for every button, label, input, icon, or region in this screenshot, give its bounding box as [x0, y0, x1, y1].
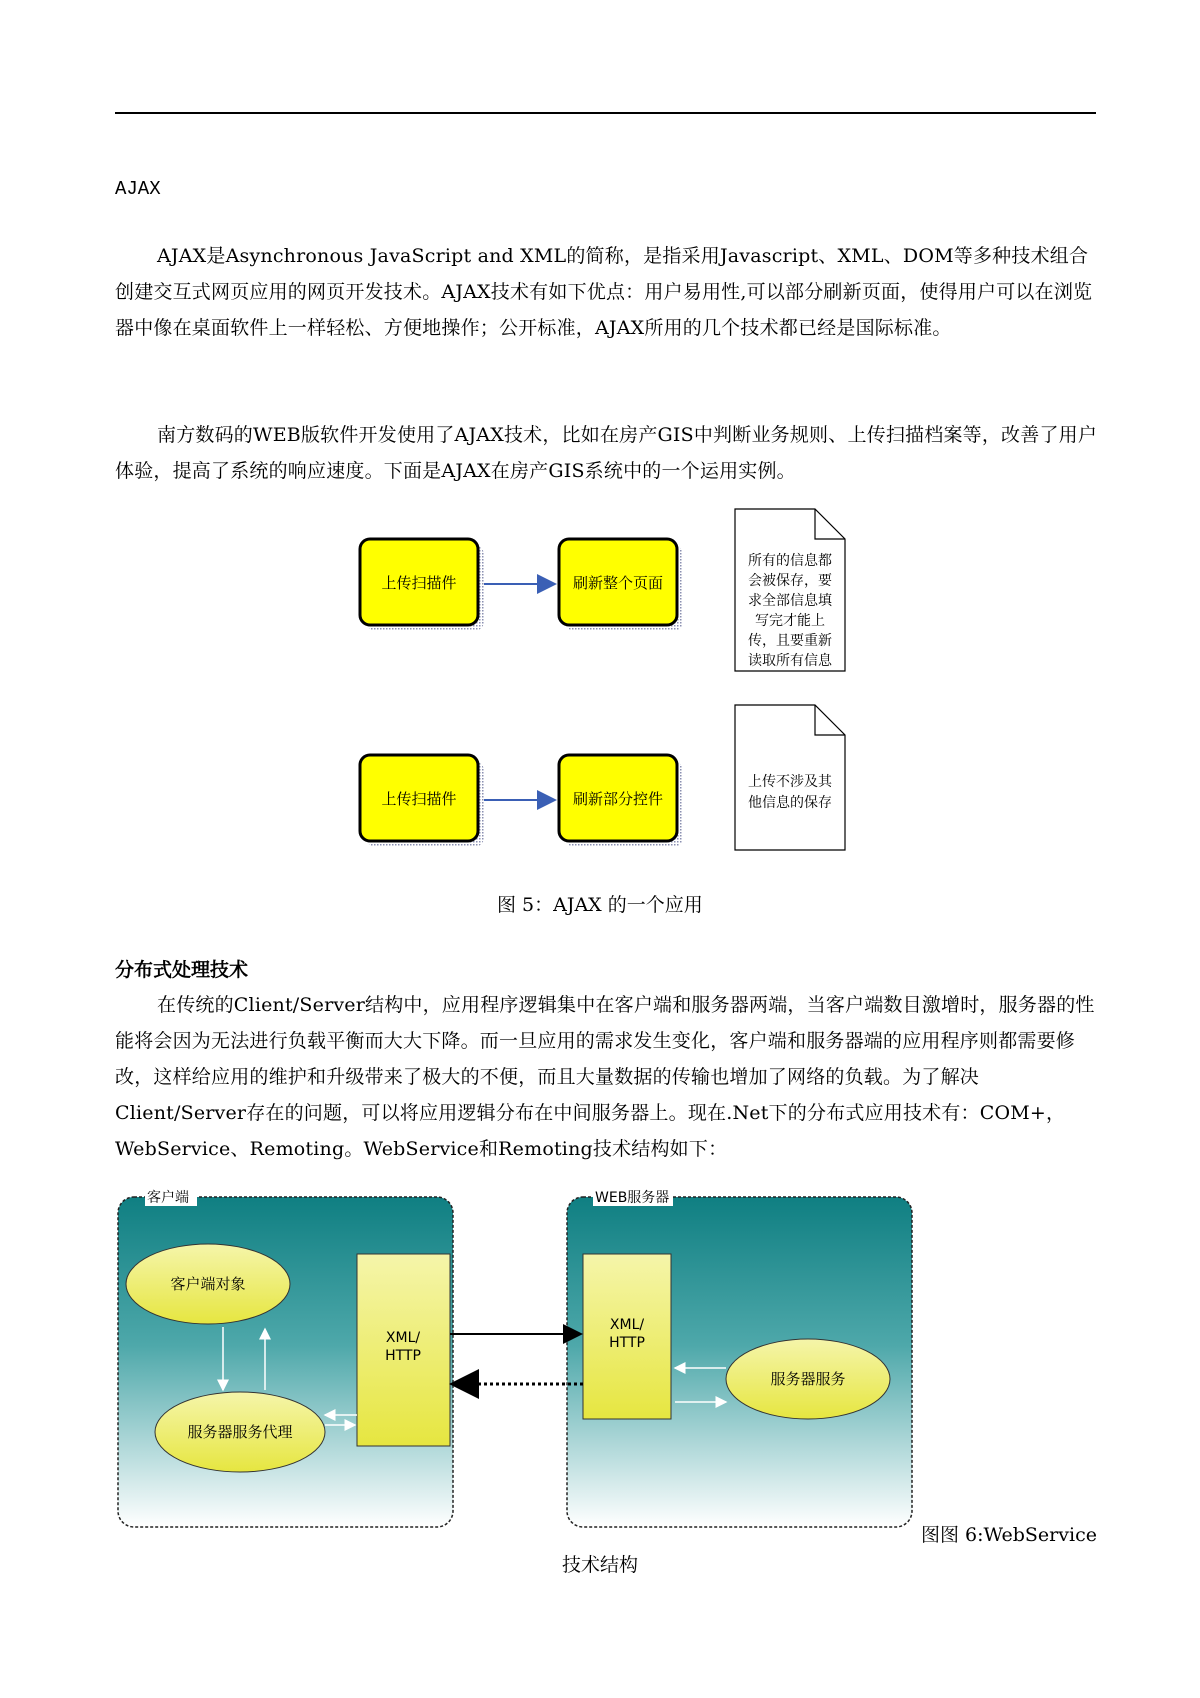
http-label: HTTP — [609, 1335, 645, 1351]
web-server-label: WEB服务器 — [595, 1190, 670, 1206]
figure-6-caption-line-2: 技术结构 — [562, 1554, 639, 1576]
section-heading-ajax: AJAX — [115, 178, 161, 200]
box-label: 上传扫描件 — [381, 790, 457, 808]
http-label: HTTP — [385, 1348, 421, 1364]
figure-5-diagram — [350, 505, 860, 855]
client-object-label: 客户端对象 — [170, 1275, 246, 1293]
section-heading-distributed: 分布式处理技术 — [115, 959, 249, 981]
note-line: 会被保存，要 — [748, 573, 832, 589]
note-line: 他信息的保存 — [748, 795, 832, 811]
box-label: 上传扫描件 — [381, 574, 457, 592]
note-line: 传，且要重新 — [748, 633, 832, 649]
note-line: 所有的信息都 — [748, 553, 832, 569]
ajax-paragraph-1 — [115, 238, 1100, 346]
server-service-label: 服务器服务 — [770, 1370, 846, 1388]
client-panel — [118, 1186, 453, 1527]
flow-row-1 — [360, 509, 845, 671]
xml-label: XML/ — [385, 1330, 421, 1346]
paragraph-text: AJAX是Asynchronous JavaScript and XML的简称，是指采用Javascript、XML、DOM等多种技术组合创建交互式网页应用的网页开发技术。AJAX技术有如下优点：用户易用性,可以部分刷新页面，使得用户可以在浏览器中像在桌面软件上一样轻松、方便地操作；公开标准，AJAX所用的几个技术都已经是国际标准。 — [115, 245, 1093, 339]
note-line: 读取所有信息 — [748, 653, 832, 669]
note-line: 写完才能上 — [755, 613, 825, 629]
ajax-paragraph-2 — [115, 417, 1100, 489]
paragraph-text: 南方数码的WEB版软件开发使用了AJAX技术，比如在房产GIS中判断业务规则、上传扫描档案等，改善了用户体验，提高了系统的响应速度。下面是AJAX在房产GIS系统中的一个运用实例。 — [115, 424, 1098, 482]
xml-label: XML/ — [609, 1317, 645, 1333]
box-label: 刷新部分控件 — [572, 790, 664, 808]
figure-6-caption-line-1: 图图 6:WebService — [921, 1524, 1097, 1546]
paragraph-text: 在传统的Client/Server结构中，应用程序逻辑集中在客户端和服务器两端，当客户端数目激增时，服务器的性能将会因为无法进行负载平衡而大大下降。而一旦应用的需求发生变化，客户端和服务器端的应用程序则都需要修改，这样给应用的维护和升级带来了极大的不便，而且大量数据的传输也增加了网络的负载。为了解决Client/Server存在的问题，可以将应用逻辑分布在中间服务器上。现在.Net下的分布式应用技术有：COM+，WebService、Remoting。WebService和Remoting技术结构如下： — [115, 994, 1095, 1160]
flow-row-2 — [360, 705, 845, 850]
server-proxy-label: 服务器服务代理 — [187, 1423, 293, 1441]
client-label: 客户端 — [147, 1190, 189, 1206]
figure-5-caption: 图 5：AJAX 的一个应用 — [497, 894, 703, 916]
header-rule — [115, 112, 1096, 114]
figure-6-diagram — [115, 1182, 915, 1532]
web-server-panel — [567, 1186, 912, 1527]
note-line: 上传不涉及其 — [748, 774, 832, 790]
note-line: 求全部信息填 — [748, 593, 832, 609]
box-label: 刷新整个页面 — [572, 574, 664, 592]
distributed-paragraph — [115, 987, 1100, 1167]
